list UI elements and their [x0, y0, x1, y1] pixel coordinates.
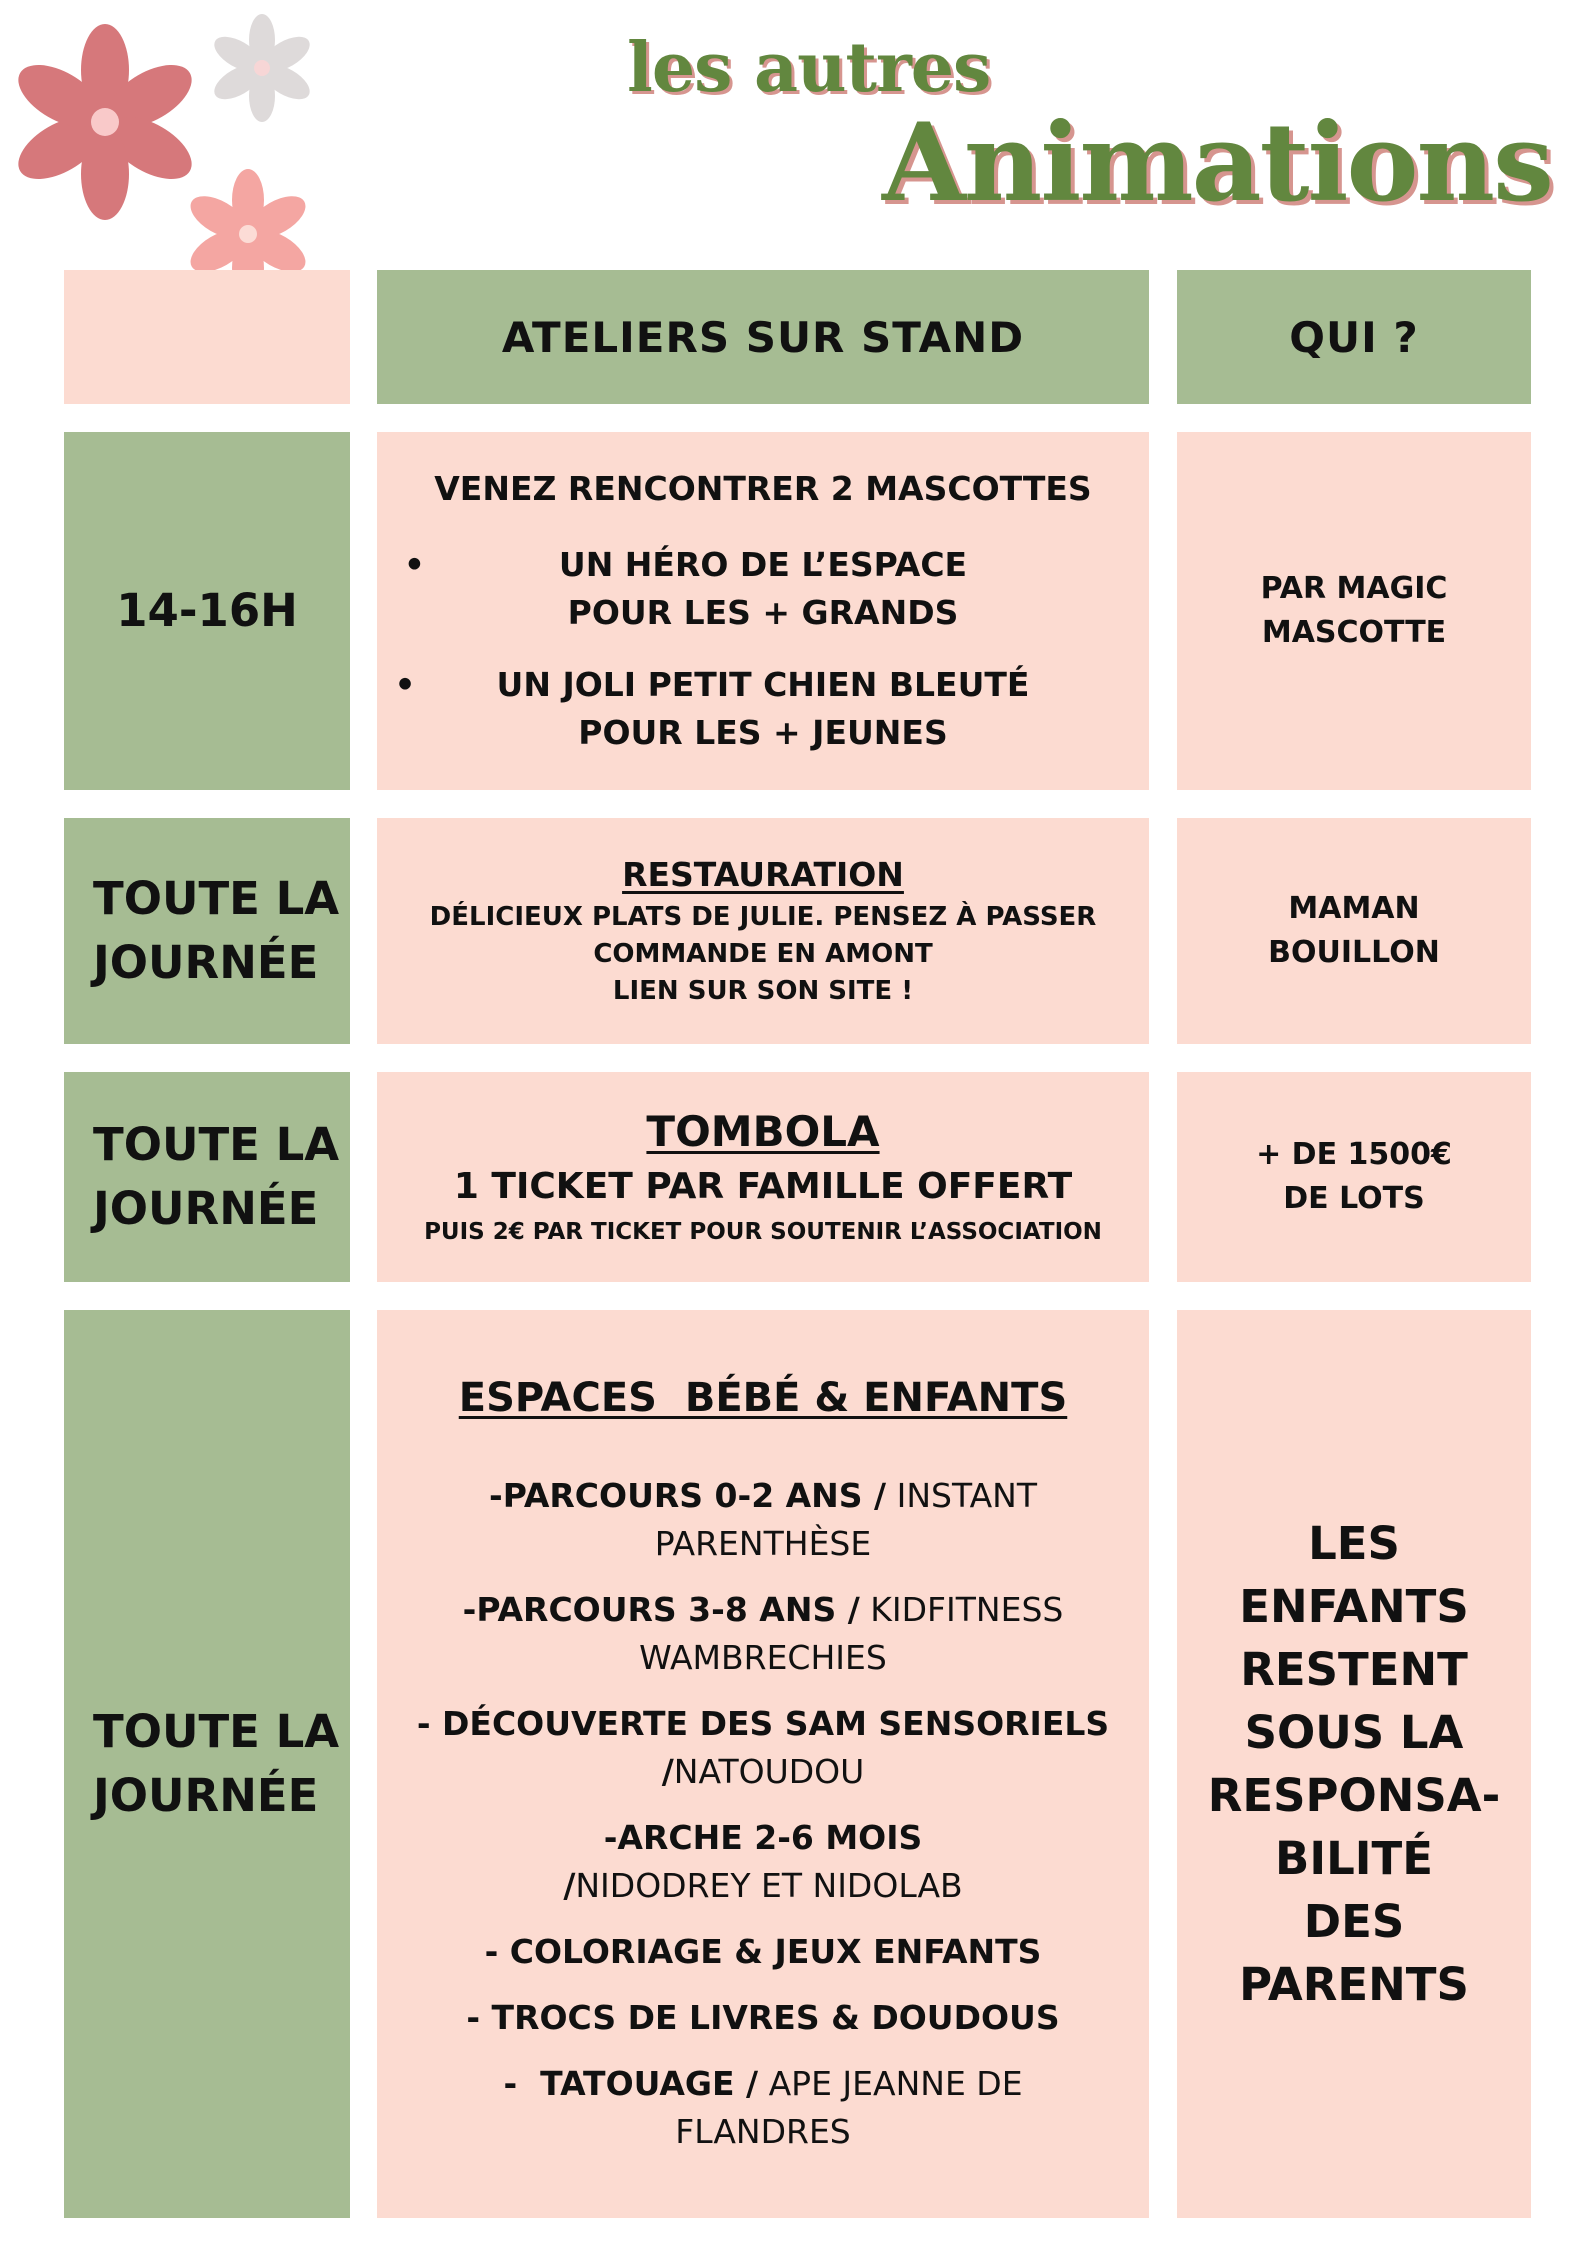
list-item: -PARCOURS 3-8 ANS / KIDFITNESS WAMBRECHIES: [462, 1590, 1064, 1677]
list-item: -PARCOURS 0-2 ANS / INSTANT PARENTHÈSE: [489, 1476, 1037, 1563]
list-item: - TATOUAGE / APE JEANNE DE FLANDRES: [503, 2064, 1023, 2151]
time-cell: 14-16H: [64, 432, 350, 790]
who-cell: PAR MAGIC MASCOTTE: [1177, 432, 1531, 790]
who-cell: MAMAN BOUILLON: [1177, 818, 1531, 1044]
time-cell: TOUTE LA JOURNÉE: [64, 1310, 350, 2218]
activity-title: RESTAURATION: [622, 854, 904, 894]
flower-grey-icon: [209, 14, 316, 122]
activity-cell-espaces: [377, 1310, 1149, 2218]
list-item: • UN HÉRO DE L’ESPACE POUR LES + GRANDS: [559, 541, 967, 637]
who-cell: + DE 1500€ DE LOTS: [1177, 1072, 1531, 1282]
title-line-1: les autres: [627, 28, 991, 108]
list-item: - DÉCOUVERTE DES SAM SENSORIELS /NATOUDOU: [416, 1704, 1110, 1791]
bullet-icon: •: [403, 545, 425, 584]
activity-cell-mascots: [377, 432, 1149, 790]
column-header-activities: ATELIERS SUR STAND: [377, 270, 1149, 404]
activity-title: TOMBOLA: [646, 1107, 880, 1156]
list-item: - COLORIAGE & JEUX ENFANTS: [484, 1932, 1042, 1971]
column-header-who: QUI ?: [1177, 270, 1531, 404]
activity-cell-restauration: RESTAURATION DÉLICIEUX PLATS DE JULIE. PENSEZ À PASSER COMMANDE EN AMONT LIEN SUR SON SITE !: [377, 818, 1149, 1044]
flowers-decoration: [0, 0, 330, 310]
flower-large-icon: [8, 24, 202, 220]
who-cell: LES ENFANTS RESTENT SOUS LA RESPONSA- BILITÉ DES PARENTS: [1177, 1310, 1531, 2218]
header-empty-cell: [64, 270, 350, 404]
time-cell: TOUTE LA JOURNÉE: [64, 818, 350, 1044]
bullet-icon: •: [394, 665, 416, 704]
list-item: - TROCS DE LIVRES & DOUDOUS: [466, 1998, 1060, 2037]
page-title: Animations: [882, 100, 1552, 226]
activity-title: ESPACES BÉBÉ & ENFANTS: [458, 1375, 1068, 1421]
list-item: • UN JOLI PETIT CHIEN BLEUTÉ POUR LES + JEUNES: [497, 661, 1030, 757]
list-item: -ARCHE 2-6 MOIS /NIDODREY ET NIDOLAB: [563, 1818, 963, 1905]
activity-cell-tombola: TOMBOLA 1 TICKET PAR FAMILLE OFFERT PUIS 2€ PAR TICKET POUR SOUTENIR L’ASSOCIATION: [377, 1072, 1149, 1282]
mascots-intro: VENEZ RENCONTRER 2 MASCOTTES: [434, 469, 1092, 508]
time-cell: TOUTE LA JOURNÉE: [64, 1072, 350, 1282]
